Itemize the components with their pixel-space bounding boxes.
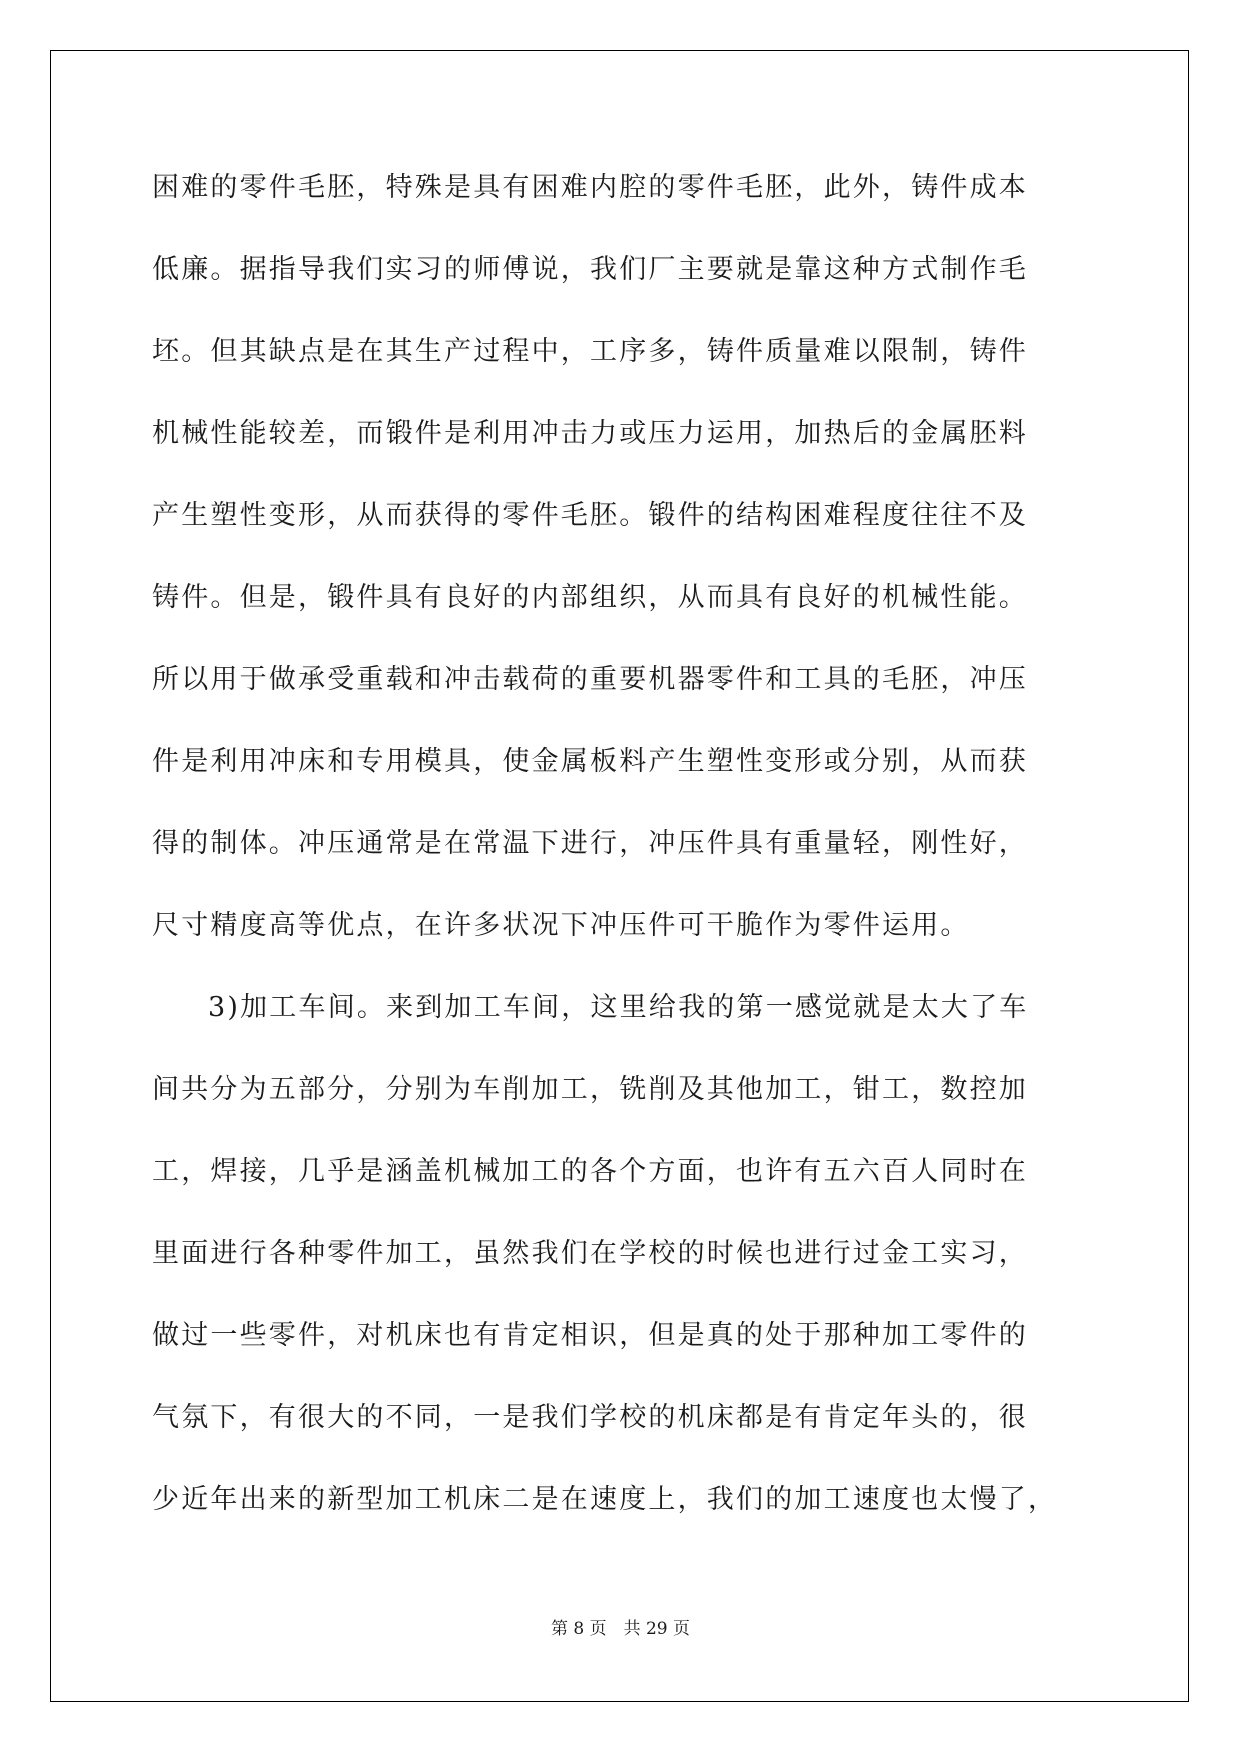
text-line: 铸件。但是，锻件具有良好的内部组织，从而具有良好的机械性能。 [152, 582, 1028, 613]
text-line: 得的制体。冲压通常是在常温下进行，冲压件具有重量轻，刚性好， [152, 828, 1028, 859]
paragraph-start-line: 3)加工车间。来到加工车间，这里给我的第一感觉就是太大了车 [208, 992, 1029, 1023]
text-line: 少近年出来的新型加工机床二是在速度上，我们的加工速度也太慢了， [152, 1484, 1058, 1515]
text-line: 里面进行各种零件加工，虽然我们在学校的时候也进行过金工实习， [152, 1238, 1028, 1269]
text-line: 机械性能较差，而锻件是利用冲击力或压力运用，加热后的金属胚料 [152, 418, 1028, 449]
page-footer [0, 1614, 1241, 1639]
text-line: 困难的零件毛胚，特殊是具有困难内腔的零件毛胚，此外，铸件成本 [152, 172, 1028, 203]
text-line: 工，焊接，几乎是涵盖机械加工的各个方面，也许有五六百人同时在 [152, 1156, 1028, 1187]
text-line: 坯。但其缺点是在其生产过程中，工序多，铸件质量难以限制，铸件 [152, 336, 1028, 367]
body-text [152, 160, 1092, 1554]
text-line: 所以用于做承受重载和冲击载荷的重要机器零件和工具的毛胚，冲压 [152, 664, 1028, 695]
text-line: 低廉。据指导我们实习的师傅说，我们厂主要就是靠这种方式制作毛 [152, 254, 1028, 285]
text-line: 件是利用冲床和专用模具，使金属板料产生塑性变形或分别，从而获 [152, 746, 1028, 777]
text-line: 做过一些零件，对机床也有肯定相识，但是真的处于那种加工零件的 [152, 1320, 1028, 1351]
text-line: 产生塑性变形，从而获得的零件毛胚。锻件的结构困难程度往往不及 [152, 500, 1028, 531]
text-line: 气氛下，有很大的不同，一是我们学校的机床都是有肯定年头的，很 [152, 1402, 1028, 1433]
text-line: 尺寸精度高等优点，在许多状况下冲压件可干脆作为零件运用。 [152, 910, 970, 941]
text-line: 间共分为五部分，分别为车削加工，铣削及其他加工，钳工，数控加 [152, 1074, 1028, 1105]
page-number: 第 8 页 共 29 页 [550, 1619, 691, 1639]
